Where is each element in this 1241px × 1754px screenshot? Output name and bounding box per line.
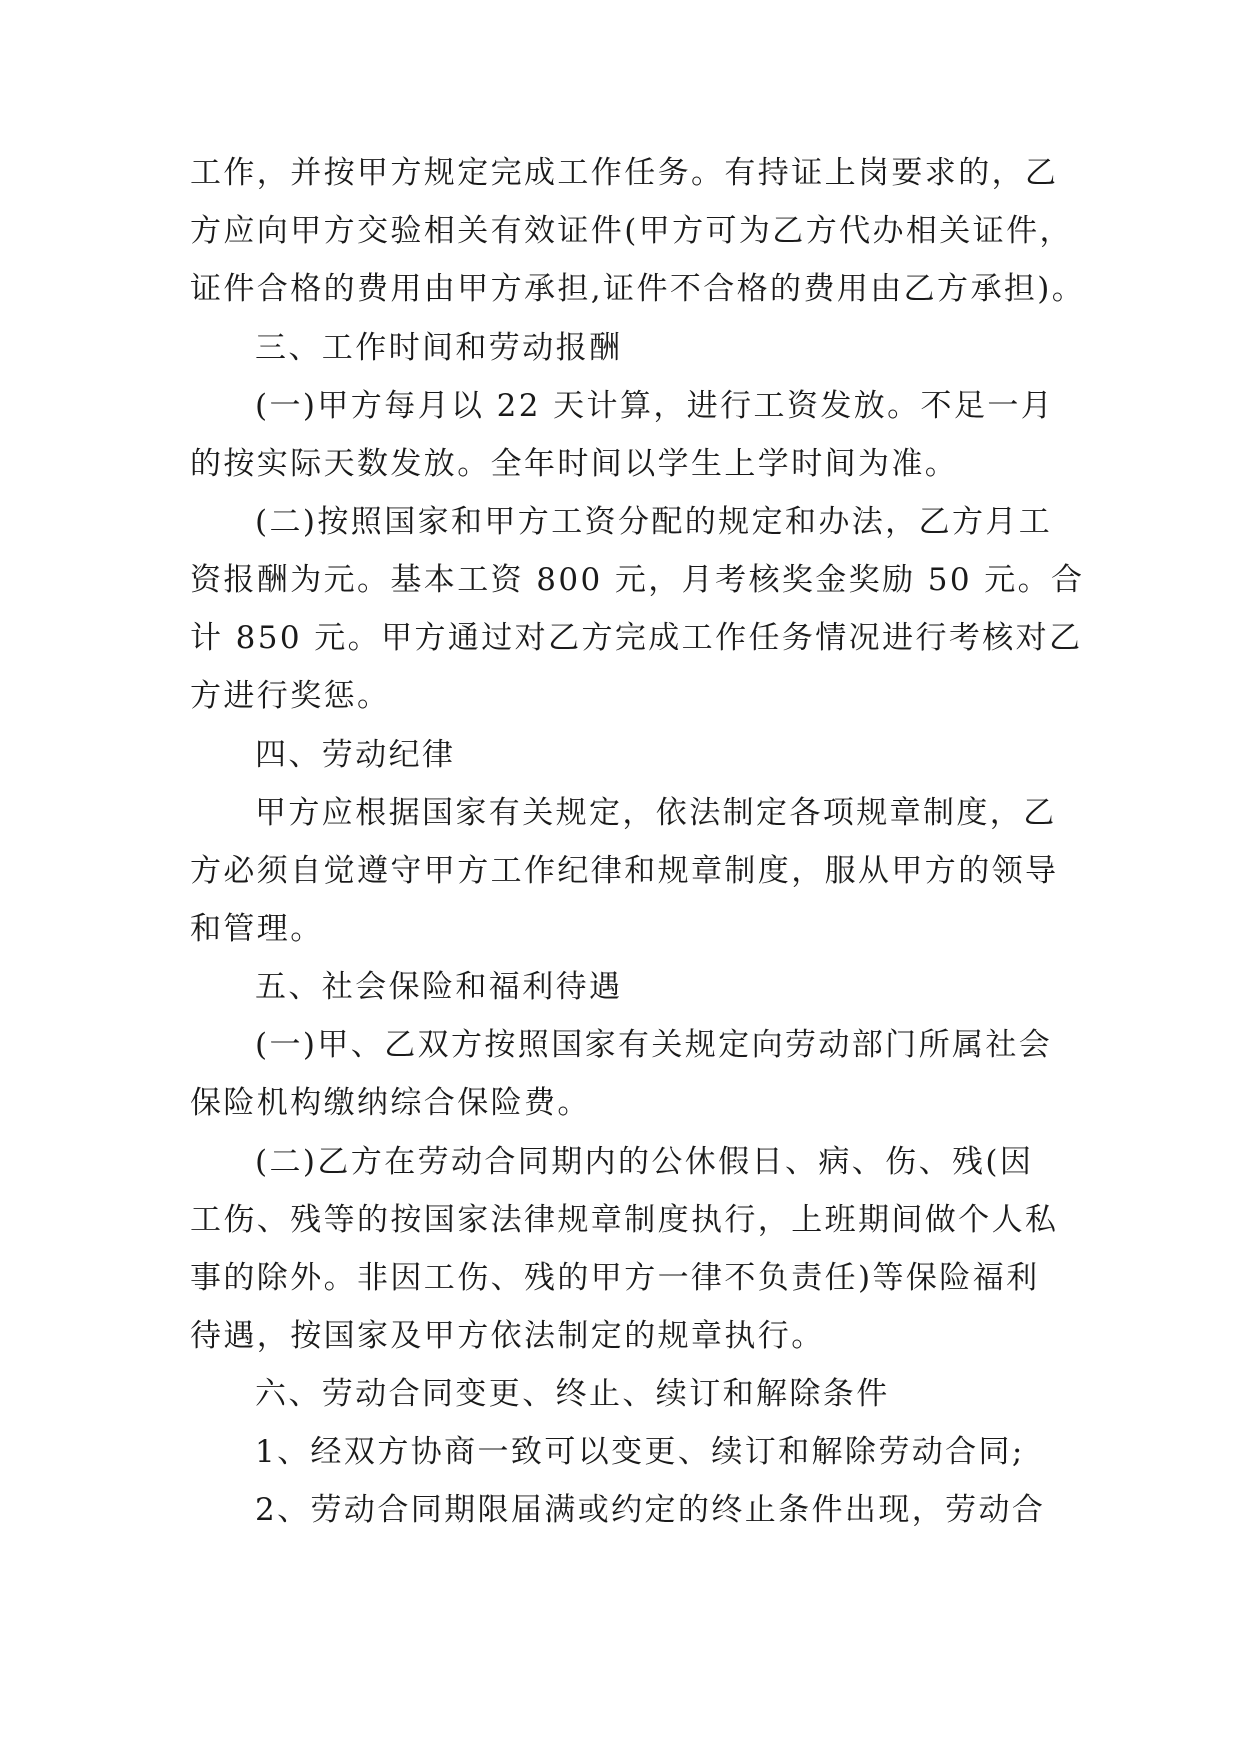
paragraph-line: 甲方应根据国家有关规定，依法制定各项规章制度，乙 [255, 795, 1057, 831]
paragraph-line: 工作，并按甲方规定完成工作任务。有持证上岗要求的，乙 [190, 155, 1059, 191]
paragraph-line: 保险机构缴纳综合保险费。 [190, 1085, 591, 1121]
paragraph-line: 方应向甲方交验相关有效证件(甲方可为乙方代办相关证件， [190, 213, 1073, 249]
paragraph-line: 方进行奖惩。 [190, 678, 391, 714]
section-heading: 四、劳动纪律 [255, 737, 456, 773]
paragraph-line: 资报酬为元。基本工资 800 元，月考核奖金奖励 50 元。合 [190, 562, 1085, 598]
section-heading: 六、劳动合同变更、终止、续订和解除条件 [255, 1376, 890, 1412]
section-heading: 三、工作时间和劳动报酬 [255, 330, 623, 366]
paragraph-line: 的按实际天数发放。全年时间以学生上学时间为准。 [190, 446, 959, 482]
paragraph-line: (一)甲、乙双方按照国家有关规定向劳动部门所属社会 [255, 1027, 1053, 1063]
section-heading: 五、社会保险和福利待遇 [255, 969, 623, 1005]
paragraph-line: 和管理。 [190, 911, 324, 947]
paragraph-line: (一)甲方每月以 22 天计算，进行工资发放。不足一月 [255, 388, 1055, 424]
paragraph-line: 计 850 元。甲方通过对乙方完成工作任务情况进行考核对乙 [190, 620, 1083, 656]
paragraph-line: 待遇，按国家及甲方依法制定的规章执行。 [190, 1318, 825, 1354]
paragraph-line: 工伤、残等的按国家法律规章制度执行，上班期间做个人私 [190, 1202, 1059, 1238]
paragraph-line: (二)按照国家和甲方工资分配的规定和办法，乙方月工 [255, 504, 1053, 540]
paragraph-line: 证件合格的费用由甲方承担,证件不合格的费用由乙方承担)。 [190, 271, 1086, 307]
paragraph-line: (二)乙方在劳动合同期内的公休假日、病、伤、残(因 [255, 1144, 1034, 1180]
paragraph-line: 方必须自觉遵守甲方工作纪律和规章制度，服从甲方的领导 [190, 853, 1059, 889]
paragraph-line: 事的除外。非因工伤、残的甲方一律不负责任)等保险福利 [190, 1260, 1040, 1296]
paragraph-line: 2、劳动合同期限届满或约定的终止条件出现，劳动合 [255, 1492, 1046, 1528]
paragraph-line: 1、经双方协商一致可以变更、续订和解除劳动合同; [255, 1434, 1025, 1470]
